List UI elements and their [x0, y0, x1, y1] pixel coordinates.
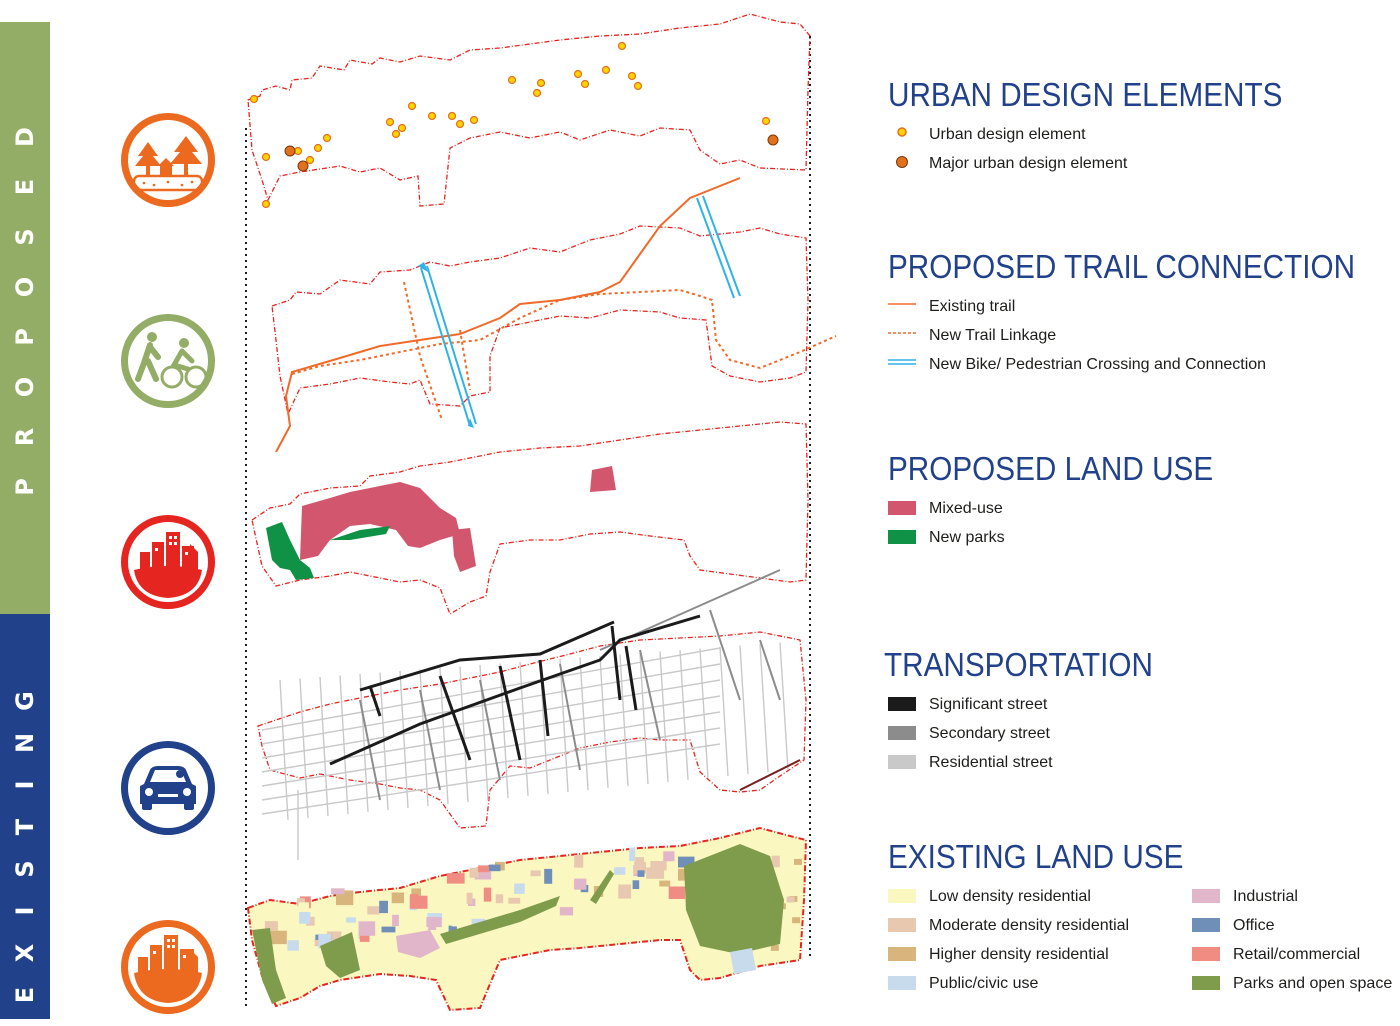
legend-item	[888, 882, 1216, 911]
residential-street	[780, 643, 788, 771]
land-parcel	[392, 915, 399, 926]
land-parcel	[633, 880, 640, 889]
urban-design-element	[582, 81, 589, 88]
urban-design-element	[263, 201, 270, 208]
urban-design-element	[393, 131, 400, 138]
legend-item	[1192, 940, 1372, 969]
legend-item: New Trail Linkage	[929, 327, 1057, 344]
urban-design-element	[263, 154, 270, 161]
land-parcel	[663, 851, 674, 861]
residential-street	[580, 658, 588, 791]
residential-street	[360, 674, 368, 812]
land-parcel	[618, 885, 631, 899]
residential-street	[420, 670, 428, 807]
legend-item: Major urban design element	[888, 149, 1326, 178]
land-parcel	[544, 869, 552, 884]
land-parcel	[489, 865, 501, 872]
legend-item: Urban design element	[888, 120, 1326, 149]
proposed-band-label: D E S O P O R P	[11, 127, 39, 496]
bike-crossing	[697, 198, 734, 298]
land-parcel	[484, 888, 491, 902]
legend-existing-land-use	[888, 838, 1393, 998]
urban-design-element	[603, 67, 610, 74]
study-area-boundary	[272, 226, 808, 414]
urban-design-element	[324, 135, 331, 142]
legend-swatch	[1192, 918, 1220, 932]
land-parcel	[669, 887, 685, 900]
land-parcel	[299, 912, 310, 924]
land-parcel	[508, 898, 520, 904]
legend-label: Moderate density residential	[929, 917, 1130, 934]
urban-design-element	[399, 125, 406, 132]
urban-design-map	[248, 14, 810, 208]
legend-item: Significant street	[888, 690, 1187, 719]
legend-swatch	[888, 976, 916, 990]
land-parcel	[379, 901, 388, 913]
urban-design-element	[295, 148, 302, 155]
land-parcel	[772, 856, 780, 862]
legend-label: Parks and open space	[1233, 975, 1393, 992]
major-urban-design-element	[298, 161, 308, 171]
legend-item	[888, 911, 1216, 940]
urban-design-element	[307, 157, 314, 164]
new-trail-linkage	[404, 282, 470, 420]
major-urban-design-element	[768, 135, 778, 145]
land-parcel	[382, 927, 396, 933]
legend-title: PROPOSED LAND USE	[888, 450, 1214, 487]
trail-map	[272, 178, 836, 452]
legend-swatch	[888, 947, 916, 961]
existing-band-label: G N I T S I X E	[11, 691, 39, 1004]
land-parcel	[629, 848, 635, 861]
land-parcel	[367, 906, 379, 914]
land-parcel	[271, 931, 287, 944]
civic-parcel	[730, 948, 756, 974]
significant-street	[626, 646, 636, 710]
residential-street	[262, 744, 720, 814]
residential-street	[262, 712, 720, 786]
land-parcel	[410, 896, 428, 909]
legend-item: New Bike/ Pedestrian Crossing and Connection	[929, 356, 1267, 373]
study-area-boundary	[248, 14, 810, 206]
land-parcel	[574, 879, 586, 890]
legend-item	[888, 969, 1216, 998]
residential-street	[720, 647, 728, 776]
legend-label: Industrial	[1233, 888, 1298, 905]
land-parcel	[650, 861, 666, 870]
secondary-street	[710, 610, 740, 700]
legend-title: URBAN DESIGN ELEMENTS	[888, 76, 1283, 113]
land-parcel	[659, 881, 670, 887]
legend-item	[1192, 969, 1393, 998]
urban-design-element	[429, 113, 436, 120]
residential-street	[280, 680, 288, 820]
urban-design-element	[315, 145, 322, 152]
large-park	[684, 844, 784, 954]
urban-design-element	[763, 118, 770, 125]
legend-label: Public/civic use	[929, 975, 1039, 992]
legend-transportation	[884, 646, 1183, 777]
legend-title: TRANSPORTATION	[884, 646, 1153, 683]
significant-street	[370, 686, 380, 716]
legend-swatch	[888, 918, 916, 932]
land-parcel	[560, 907, 573, 915]
land-parcel	[467, 893, 473, 904]
land-parcel	[331, 888, 345, 894]
residential-street	[640, 653, 648, 784]
new-trail-linkage	[292, 290, 836, 374]
land-parcel	[514, 884, 525, 894]
legend-label: Retail/commercial	[1233, 946, 1361, 963]
mixed-use-area	[590, 466, 616, 492]
land-parcel	[478, 865, 489, 872]
significant-street	[360, 622, 614, 690]
urban-design-element	[387, 119, 394, 126]
urban-design-element	[409, 103, 416, 110]
transportation-map	[258, 570, 806, 860]
urban-design-element	[509, 77, 516, 84]
residential-street	[600, 656, 608, 788]
major-urban-design-element	[285, 146, 295, 156]
land-parcel	[452, 912, 462, 926]
residential-street	[660, 652, 668, 783]
proposed-land-use-map	[252, 422, 808, 614]
legend-swatch	[1192, 889, 1220, 903]
residential-street	[300, 679, 308, 819]
land-parcel	[287, 940, 299, 951]
mixed-use-swatch	[888, 501, 916, 515]
land-parcel	[496, 894, 504, 903]
legend-item: Mixed-use	[888, 494, 1249, 523]
land-parcel	[574, 855, 583, 868]
urban-design-element	[251, 96, 258, 103]
land-parcel	[346, 917, 356, 922]
legend-item: New parks	[888, 523, 1249, 552]
mixed-use-area	[452, 528, 476, 572]
significant-street	[612, 626, 620, 700]
legend-label: Higher density residential	[929, 946, 1109, 963]
land-parcel	[614, 867, 625, 875]
legend-item: Secondary street	[888, 719, 1187, 748]
urban-design-element	[575, 71, 582, 78]
urban-design-element	[457, 121, 464, 128]
legend-urban-design	[888, 76, 1326, 178]
land-parcel	[392, 893, 404, 904]
urban-design-element	[619, 43, 626, 50]
urban-design-element	[471, 117, 478, 124]
legend-title: EXISTING LAND USE	[888, 838, 1184, 875]
legend-swatch	[1192, 947, 1220, 961]
legend-item	[888, 940, 1216, 969]
land-parcel	[359, 921, 376, 936]
legend-swatch	[888, 889, 916, 903]
legend-item: Existing trail	[929, 298, 1016, 315]
residential-street	[620, 655, 628, 787]
mixed-use-area	[300, 482, 460, 560]
existing-trail	[276, 178, 740, 452]
urban-design-element	[635, 83, 642, 90]
urban-design-element	[534, 90, 541, 97]
legend-trail	[888, 248, 1400, 379]
legend-proposed-land-use	[888, 450, 1249, 552]
land-parcel	[447, 873, 465, 884]
residential-street	[262, 648, 720, 730]
urban-design-element	[629, 73, 636, 80]
legend-title: PROPOSED TRAIL CONNECTION	[888, 248, 1356, 285]
land-parcel	[531, 870, 541, 876]
legend-swatch	[1192, 976, 1220, 990]
land-parcel	[794, 859, 802, 865]
residential-street	[560, 659, 568, 792]
land-parcel	[635, 857, 644, 864]
land-parcel	[787, 897, 795, 903]
legend-label: Low density residential	[929, 888, 1091, 905]
land-parcel	[792, 917, 800, 923]
land-parcel	[428, 922, 436, 930]
urban-design-element	[538, 80, 545, 87]
legend-item: Residential street	[888, 748, 1187, 777]
land-parcel	[470, 868, 479, 878]
legend-label: Office	[1233, 917, 1275, 934]
new-parks-swatch	[888, 530, 916, 544]
urban-design-element	[449, 113, 456, 120]
legend-item	[1192, 882, 1372, 911]
land-parcel	[638, 870, 645, 877]
existing-land-use-map	[248, 828, 806, 1010]
residential-street	[262, 680, 720, 758]
residential-street	[740, 646, 748, 775]
legend-item	[1192, 911, 1372, 940]
residential-street	[400, 671, 408, 808]
